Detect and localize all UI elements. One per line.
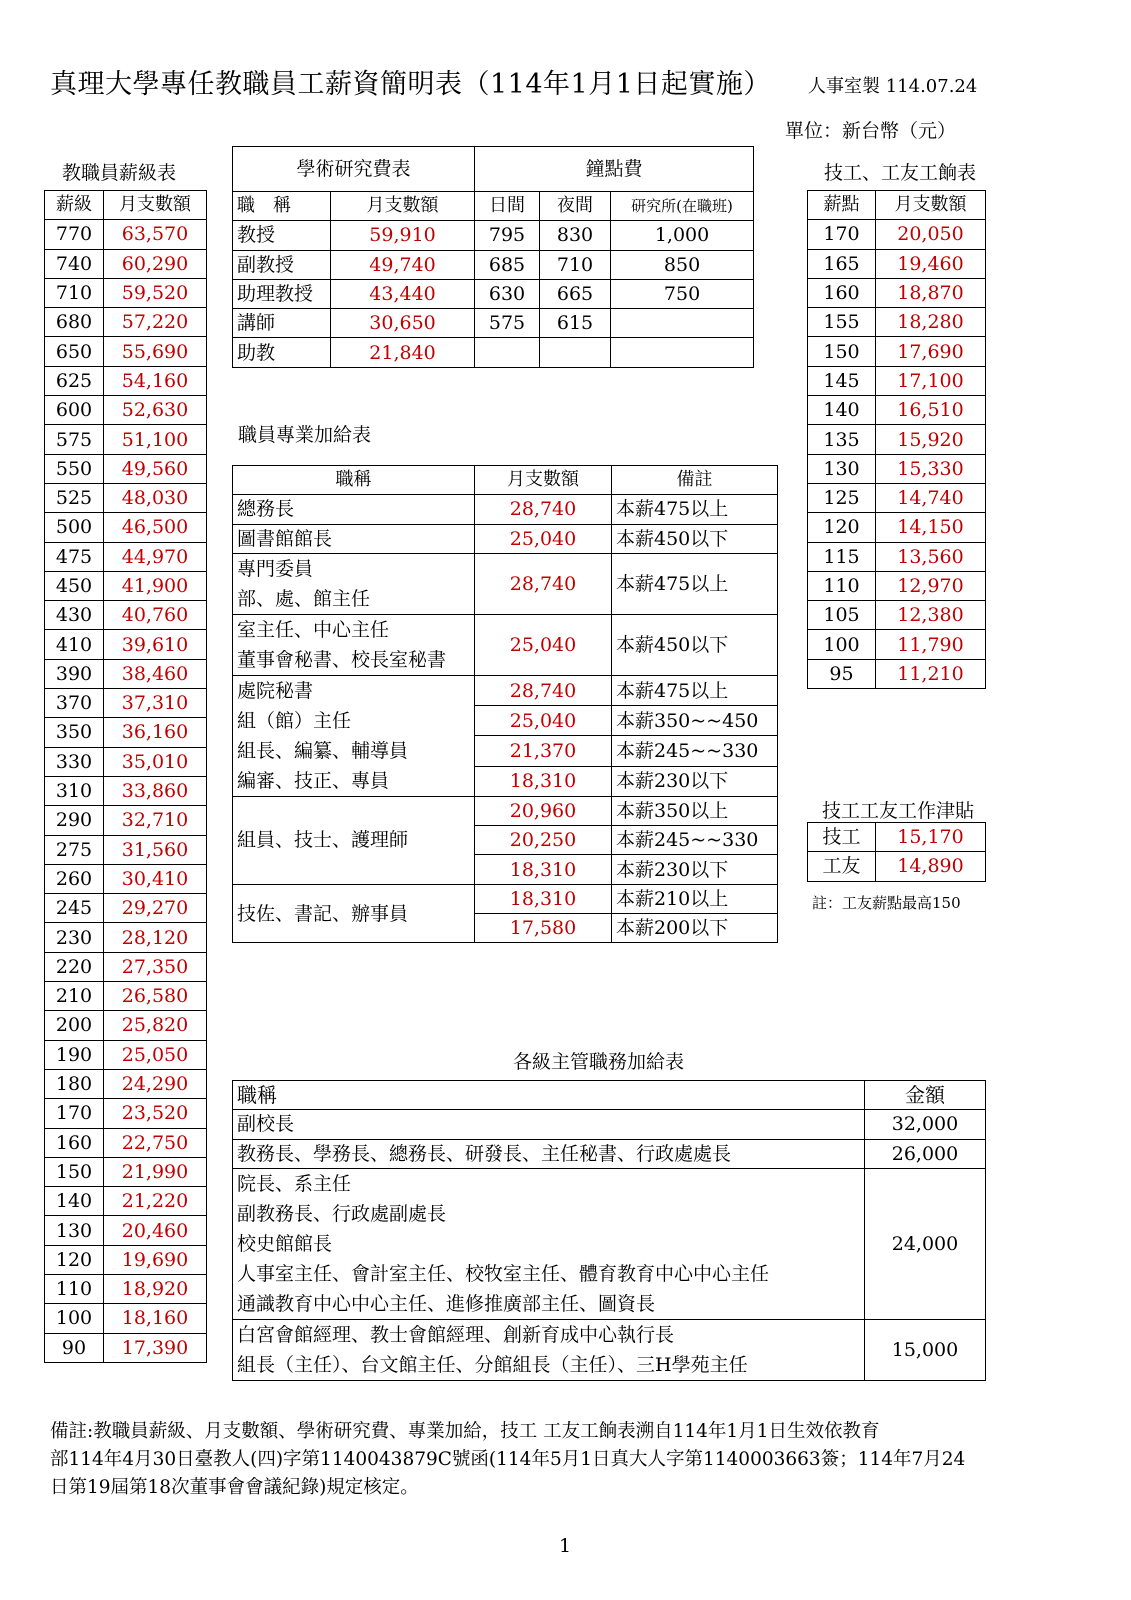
staff-amount: 28,740 <box>475 495 612 524</box>
table-row <box>808 659 986 688</box>
hourly-graduate: 750 <box>611 279 754 308</box>
table-row <box>808 220 986 249</box>
salary-grade: 370 <box>45 689 104 718</box>
table-row <box>808 852 986 881</box>
table-row <box>45 278 207 307</box>
table-row <box>45 1333 207 1362</box>
table-row <box>45 249 207 278</box>
table-row <box>808 542 986 571</box>
salary-grade: 310 <box>45 776 104 805</box>
salary-amount: 40,760 <box>104 601 207 630</box>
research-amount: 43,440 <box>331 279 475 308</box>
research-hourly-table <box>232 146 754 368</box>
table-row <box>45 747 207 776</box>
salary-grade: 150 <box>45 1157 104 1186</box>
salary-grade: 245 <box>45 894 104 923</box>
salary-amount: 51,100 <box>104 425 207 454</box>
salary-amount: 19,690 <box>104 1245 207 1274</box>
worker-amount: 14,740 <box>876 483 986 512</box>
salary-amount: 36,160 <box>104 718 207 747</box>
hourly-night: 665 <box>540 279 611 308</box>
staff-note: 本薪230以下 <box>612 766 778 796</box>
worker-col-amount: 月支數額 <box>876 191 986 220</box>
hourly-night <box>540 338 611 367</box>
table-row <box>45 1274 207 1303</box>
table-row <box>45 1157 207 1186</box>
worker-point: 160 <box>808 278 876 307</box>
worker-point: 150 <box>808 337 876 366</box>
salary-amount: 23,520 <box>104 1099 207 1128</box>
worker-amount: 20,050 <box>876 220 986 249</box>
staff-note: 本薪475以上 <box>612 495 778 524</box>
salary-grade: 770 <box>45 220 104 249</box>
salary-grade: 290 <box>45 806 104 835</box>
staff-note: 本薪245~~330 <box>612 736 778 766</box>
salary-grade: 350 <box>45 718 104 747</box>
table-row <box>808 337 986 366</box>
hourly-col-night: 夜間 <box>540 192 611 221</box>
worker-amount: 18,280 <box>876 308 986 337</box>
salary-amount: 63,570 <box>104 220 207 249</box>
table-row <box>808 823 986 852</box>
supervisor-amount: 24,000 <box>865 1168 986 1319</box>
salary-amount: 17,390 <box>104 1333 207 1362</box>
salary-table-title: 教職員薪級表 <box>62 162 177 184</box>
table-row <box>808 396 986 425</box>
table-row <box>45 601 207 630</box>
worker-amount: 17,690 <box>876 337 986 366</box>
salary-grade: 475 <box>45 542 104 571</box>
table-row <box>45 1304 207 1333</box>
worker-point: 120 <box>808 513 876 542</box>
staff-amount: 28,740 <box>475 553 612 614</box>
salary-grade: 275 <box>45 835 104 864</box>
salary-grade: 230 <box>45 923 104 952</box>
supervisor-table-title: 各級主管職務加給表 <box>513 1051 685 1073</box>
staff-note: 本薪350以上 <box>612 796 778 825</box>
hourly-day: 685 <box>475 250 540 279</box>
salary-amount: 24,290 <box>104 1069 207 1098</box>
worker-amount: 17,100 <box>876 366 986 395</box>
salary-col-grade: 薪級 <box>45 191 104 220</box>
table-row <box>808 366 986 395</box>
worker-amount: 18,870 <box>876 278 986 307</box>
table-row <box>808 630 986 659</box>
research-amount: 59,910 <box>331 221 475 250</box>
worker-point: 125 <box>808 483 876 512</box>
staff-title: 組員、技士、護理師 <box>233 796 475 884</box>
salary-grade: 120 <box>45 1245 104 1274</box>
staff-note: 本薪200以下 <box>612 914 778 943</box>
salary-grade: 130 <box>45 1216 104 1245</box>
salary-amount: 44,970 <box>104 542 207 571</box>
table-row <box>233 221 754 250</box>
table-row <box>45 1040 207 1069</box>
staff-col-amount: 月支數額 <box>475 466 612 495</box>
worker-point: 155 <box>808 308 876 337</box>
salary-grade: 740 <box>45 249 104 278</box>
salary-grade: 625 <box>45 366 104 395</box>
supervisor-title-line: 校史館館長 <box>237 1232 333 1255</box>
supervisor-title <box>233 1319 865 1380</box>
staff-title-line: 組長、編纂、輔導員 <box>237 739 409 762</box>
table-row <box>45 1069 207 1098</box>
salary-amount: 57,220 <box>104 308 207 337</box>
table-row <box>45 982 207 1011</box>
hourly-graduate: 1,000 <box>611 221 754 250</box>
table-row <box>45 894 207 923</box>
salary-amount: 49,560 <box>104 454 207 483</box>
worker-point: 140 <box>808 396 876 425</box>
staff-title-line: 專門委員 <box>237 557 314 580</box>
salary-grade: 210 <box>45 982 104 1011</box>
staff-amount: 21,370 <box>475 736 612 766</box>
footnote <box>50 1418 965 1502</box>
staff-note: 本薪450以下 <box>612 524 778 553</box>
supervisor-amount: 26,000 <box>865 1139 986 1168</box>
allowance-table <box>807 822 986 882</box>
table-row <box>808 571 986 600</box>
salary-grade: 680 <box>45 308 104 337</box>
table-row <box>233 309 754 338</box>
salary-amount: 33,860 <box>104 776 207 805</box>
worker-point: 130 <box>808 454 876 483</box>
salary-grade: 650 <box>45 337 104 366</box>
staff-title-line: 處院秘書 <box>237 679 314 702</box>
salary-grade: 575 <box>45 425 104 454</box>
salary-grade: 525 <box>45 483 104 512</box>
research-title: 教授 <box>233 221 331 250</box>
salary-grade: 170 <box>45 1099 104 1128</box>
hourly-day <box>475 338 540 367</box>
supervisor-col-amount: 金額 <box>865 1081 986 1110</box>
salary-amount: 31,560 <box>104 835 207 864</box>
staff-title: 技佐、書記、辦事員 <box>233 884 475 943</box>
salary-amount: 18,920 <box>104 1274 207 1303</box>
worker-amount: 15,330 <box>876 454 986 483</box>
worker-point: 145 <box>808 366 876 395</box>
hourly-night: 615 <box>540 309 611 338</box>
worker-amount: 11,210 <box>876 659 986 688</box>
staff-amount: 20,960 <box>475 796 612 825</box>
salary-amount: 25,820 <box>104 1011 207 1040</box>
table-row <box>45 1245 207 1274</box>
salary-grade: 110 <box>45 1274 104 1303</box>
worker-amount: 13,560 <box>876 542 986 571</box>
salary-amount: 35,010 <box>104 747 207 776</box>
salary-grade: 710 <box>45 278 104 307</box>
staff-amount: 25,040 <box>475 614 612 675</box>
hourly-graduate <box>611 338 754 367</box>
staff-note: 本薪230以下 <box>612 855 778 884</box>
staff-title <box>233 675 475 796</box>
hourly-col-graduate: 研究所(在職班) <box>611 192 754 221</box>
hourly-day: 795 <box>475 221 540 250</box>
worker-amount: 19,460 <box>876 249 986 278</box>
salary-amount: 54,160 <box>104 366 207 395</box>
table-row <box>233 338 754 367</box>
table-row <box>45 220 207 249</box>
supervisor-title: 副校長 <box>233 1110 865 1139</box>
table-row <box>45 366 207 395</box>
staff-title: 總務長 <box>233 495 475 524</box>
salary-amount: 37,310 <box>104 689 207 718</box>
staff-title-line: 編審、技正、專員 <box>237 769 390 792</box>
staff-note: 本薪350~~450 <box>612 706 778 736</box>
worker-table-title: 技工、工友工餉表 <box>824 162 977 184</box>
staff-amount: 17,580 <box>475 914 612 943</box>
allowance-role: 技工 <box>808 823 876 852</box>
allowance-table-title: 技工工友工作津貼 <box>822 800 975 822</box>
worker-point: 165 <box>808 249 876 278</box>
salary-grade: 450 <box>45 571 104 600</box>
table-row <box>45 396 207 425</box>
hourly-graduate: 850 <box>611 250 754 279</box>
staff-amount: 25,040 <box>475 524 612 553</box>
staff-amount: 18,310 <box>475 766 612 796</box>
salary-grade: 140 <box>45 1187 104 1216</box>
salary-amount: 59,520 <box>104 278 207 307</box>
table-row <box>808 425 986 454</box>
table-row <box>808 249 986 278</box>
table-row <box>45 659 207 688</box>
research-title: 講師 <box>233 309 331 338</box>
table-row <box>808 308 986 337</box>
table-row <box>45 952 207 981</box>
table-row <box>808 454 986 483</box>
hourly-day: 575 <box>475 309 540 338</box>
hourly-night: 830 <box>540 221 611 250</box>
worker-amount: 12,970 <box>876 571 986 600</box>
research-amount: 30,650 <box>331 309 475 338</box>
salary-grade: 190 <box>45 1040 104 1069</box>
table-row <box>45 718 207 747</box>
table-row <box>45 542 207 571</box>
salary-amount: 20,460 <box>104 1216 207 1245</box>
research-col-title: 職 稱 <box>233 192 331 221</box>
supervisor-title-line: 副教務長、行政處副處長 <box>237 1202 447 1225</box>
footnote-line: 部114年4月30日臺教人(四)字第1140043879C號函(114年5月1日真大人字第1140003663簽；114年7月24 <box>50 1449 966 1470</box>
hourly-night: 710 <box>540 250 611 279</box>
salary-grade: 180 <box>45 1069 104 1098</box>
supervisor-title: 教務長、學務長、總務長、研發長、主任秘書、行政處處長 <box>233 1139 865 1168</box>
research-title: 助教 <box>233 338 331 367</box>
salary-amount: 27,350 <box>104 952 207 981</box>
staff-amount: 25,040 <box>475 706 612 736</box>
worker-amount: 15,920 <box>876 425 986 454</box>
worker-point: 95 <box>808 659 876 688</box>
salary-grade: 100 <box>45 1304 104 1333</box>
supervisor-title <box>233 1168 865 1319</box>
supervisor-amount: 15,000 <box>865 1319 986 1380</box>
allowance-amount: 14,890 <box>876 852 986 881</box>
table-row <box>45 1011 207 1040</box>
research-title: 助理教授 <box>233 279 331 308</box>
hourly-day: 630 <box>475 279 540 308</box>
salary-amount: 29,270 <box>104 894 207 923</box>
staff-title <box>233 553 475 614</box>
table-row <box>45 806 207 835</box>
table-row <box>45 630 207 659</box>
staff-col-note: 備註 <box>612 466 778 495</box>
salary-amount: 39,610 <box>104 630 207 659</box>
staff-note: 本薪475以上 <box>612 553 778 614</box>
table-row <box>45 776 207 805</box>
table-row <box>45 483 207 512</box>
staff-table-title: 職員專業加給表 <box>238 424 372 446</box>
hourly-graduate <box>611 309 754 338</box>
staff-title-line: 室主任、中心主任 <box>237 618 390 641</box>
supervisor-col-title: 職稱 <box>233 1081 865 1110</box>
table-row <box>45 1187 207 1216</box>
supervisor-amount: 32,000 <box>865 1110 986 1139</box>
hourly-table-title: 鐘點費 <box>475 147 754 192</box>
salary-grade: 330 <box>45 747 104 776</box>
salary-amount: 60,290 <box>104 249 207 278</box>
salary-amount: 21,220 <box>104 1187 207 1216</box>
table-row <box>45 864 207 893</box>
table-row <box>45 835 207 864</box>
salary-grade: 500 <box>45 513 104 542</box>
salary-amount: 48,030 <box>104 483 207 512</box>
table-row <box>808 278 986 307</box>
currency-unit: 單位：新台幣（元） <box>785 120 957 142</box>
research-amount: 49,740 <box>331 250 475 279</box>
worker-amount: 14,150 <box>876 513 986 542</box>
staff-title-line: 組（館）主任 <box>237 709 352 732</box>
table-row <box>808 601 986 630</box>
table-row <box>45 923 207 952</box>
salary-grade: 200 <box>45 1011 104 1040</box>
table-row <box>233 250 754 279</box>
salary-grade: 260 <box>45 864 104 893</box>
salary-amount: 28,120 <box>104 923 207 952</box>
made-by: 人事室製 114.07.24 <box>808 76 978 97</box>
research-table-title: 學術研究費表 <box>233 147 475 192</box>
staff-note: 本薪245~~330 <box>612 826 778 855</box>
table-row <box>45 308 207 337</box>
supervisor-table <box>232 1080 986 1381</box>
supervisor-title-line: 院長、系主任 <box>237 1172 352 1195</box>
supervisor-title-line: 組長（主任）、台文館主任、分館組長（主任）、三H學苑主任 <box>237 1353 748 1376</box>
worker-point: 170 <box>808 220 876 249</box>
worker-amount: 11,790 <box>876 630 986 659</box>
salary-grade: 430 <box>45 601 104 630</box>
staff-amount: 18,310 <box>475 855 612 884</box>
staff-title-line: 部、處、館主任 <box>237 587 371 610</box>
table-row <box>45 1128 207 1157</box>
table-row <box>45 1099 207 1128</box>
salary-grade: 90 <box>45 1333 104 1362</box>
salary-amount: 52,630 <box>104 396 207 425</box>
page-title: 真理大學專任教職員工薪資簡明表（114年1月1日起實施） <box>50 69 771 100</box>
staff-note: 本薪210以上 <box>612 884 778 913</box>
table-row <box>45 1216 207 1245</box>
staff-note: 本薪450以下 <box>612 614 778 675</box>
staff-amount: 28,740 <box>475 675 612 705</box>
table-row <box>808 483 986 512</box>
salary-amount: 22,750 <box>104 1128 207 1157</box>
staff-note: 本薪475以上 <box>612 675 778 705</box>
salary-amount: 26,580 <box>104 982 207 1011</box>
table-row <box>233 279 754 308</box>
research-col-amount: 月支數額 <box>331 192 475 221</box>
staff-title: 圖書館館長 <box>233 524 475 553</box>
staff-table <box>232 465 778 943</box>
salary-amount: 25,050 <box>104 1040 207 1069</box>
salary-grade: 220 <box>45 952 104 981</box>
salary-grade: 160 <box>45 1128 104 1157</box>
staff-amount: 18,310 <box>475 884 612 913</box>
salary-table <box>44 190 207 1363</box>
allowance-note: 註：工友薪點最高150 <box>812 894 961 912</box>
footnote-line: 備註:教職員薪級、月支數額、學術研究費、專業加給，技工 工友工餉表溯自114年1月1日生效依教育 <box>50 1421 880 1442</box>
staff-amount: 20,250 <box>475 826 612 855</box>
supervisor-title-line: 白宮會館經理、教士會館經理、創新育成中心執行長 <box>237 1323 675 1346</box>
worker-point: 115 <box>808 542 876 571</box>
staff-title-line: 董事會秘書、校長室秘書 <box>237 648 447 671</box>
salary-amount: 41,900 <box>104 571 207 600</box>
research-title: 副教授 <box>233 250 331 279</box>
table-row <box>45 513 207 542</box>
allowance-amount: 15,170 <box>876 823 986 852</box>
salary-col-amount: 月支數額 <box>104 191 207 220</box>
table-row <box>45 337 207 366</box>
worker-table <box>807 190 986 689</box>
staff-col-title: 職稱 <box>233 466 475 495</box>
salary-amount: 21,990 <box>104 1157 207 1186</box>
table-row <box>45 689 207 718</box>
worker-amount: 16,510 <box>876 396 986 425</box>
salary-amount: 18,160 <box>104 1304 207 1333</box>
worker-point: 105 <box>808 601 876 630</box>
hourly-col-day: 日間 <box>475 192 540 221</box>
salary-amount: 55,690 <box>104 337 207 366</box>
table-row <box>808 513 986 542</box>
salary-amount: 46,500 <box>104 513 207 542</box>
table-row <box>45 425 207 454</box>
worker-amount: 12,380 <box>876 601 986 630</box>
table-row <box>45 454 207 483</box>
supervisor-title-line: 人事室主任、會計室主任、校牧室主任、體育教育中心中心主任 <box>237 1262 770 1285</box>
salary-amount: 38,460 <box>104 659 207 688</box>
salary-amount: 32,710 <box>104 806 207 835</box>
table-row <box>45 571 207 600</box>
research-amount: 21,840 <box>331 338 475 367</box>
worker-col-point: 薪點 <box>808 191 876 220</box>
salary-amount: 30,410 <box>104 864 207 893</box>
salary-grade: 410 <box>45 630 104 659</box>
salary-grade: 550 <box>45 454 104 483</box>
supervisor-title-line: 通識教育中心中心主任、進修推廣部主任、圖資長 <box>237 1292 656 1315</box>
allowance-role: 工友 <box>808 852 876 881</box>
footnote-line: 日第19屆第18次董事會會議紀錄)規定核定。 <box>50 1477 419 1498</box>
worker-point: 110 <box>808 571 876 600</box>
staff-title <box>233 614 475 675</box>
salary-grade: 390 <box>45 659 104 688</box>
salary-grade: 600 <box>45 396 104 425</box>
worker-point: 135 <box>808 425 876 454</box>
page-number: 1 <box>559 1535 572 1557</box>
worker-point: 100 <box>808 630 876 659</box>
